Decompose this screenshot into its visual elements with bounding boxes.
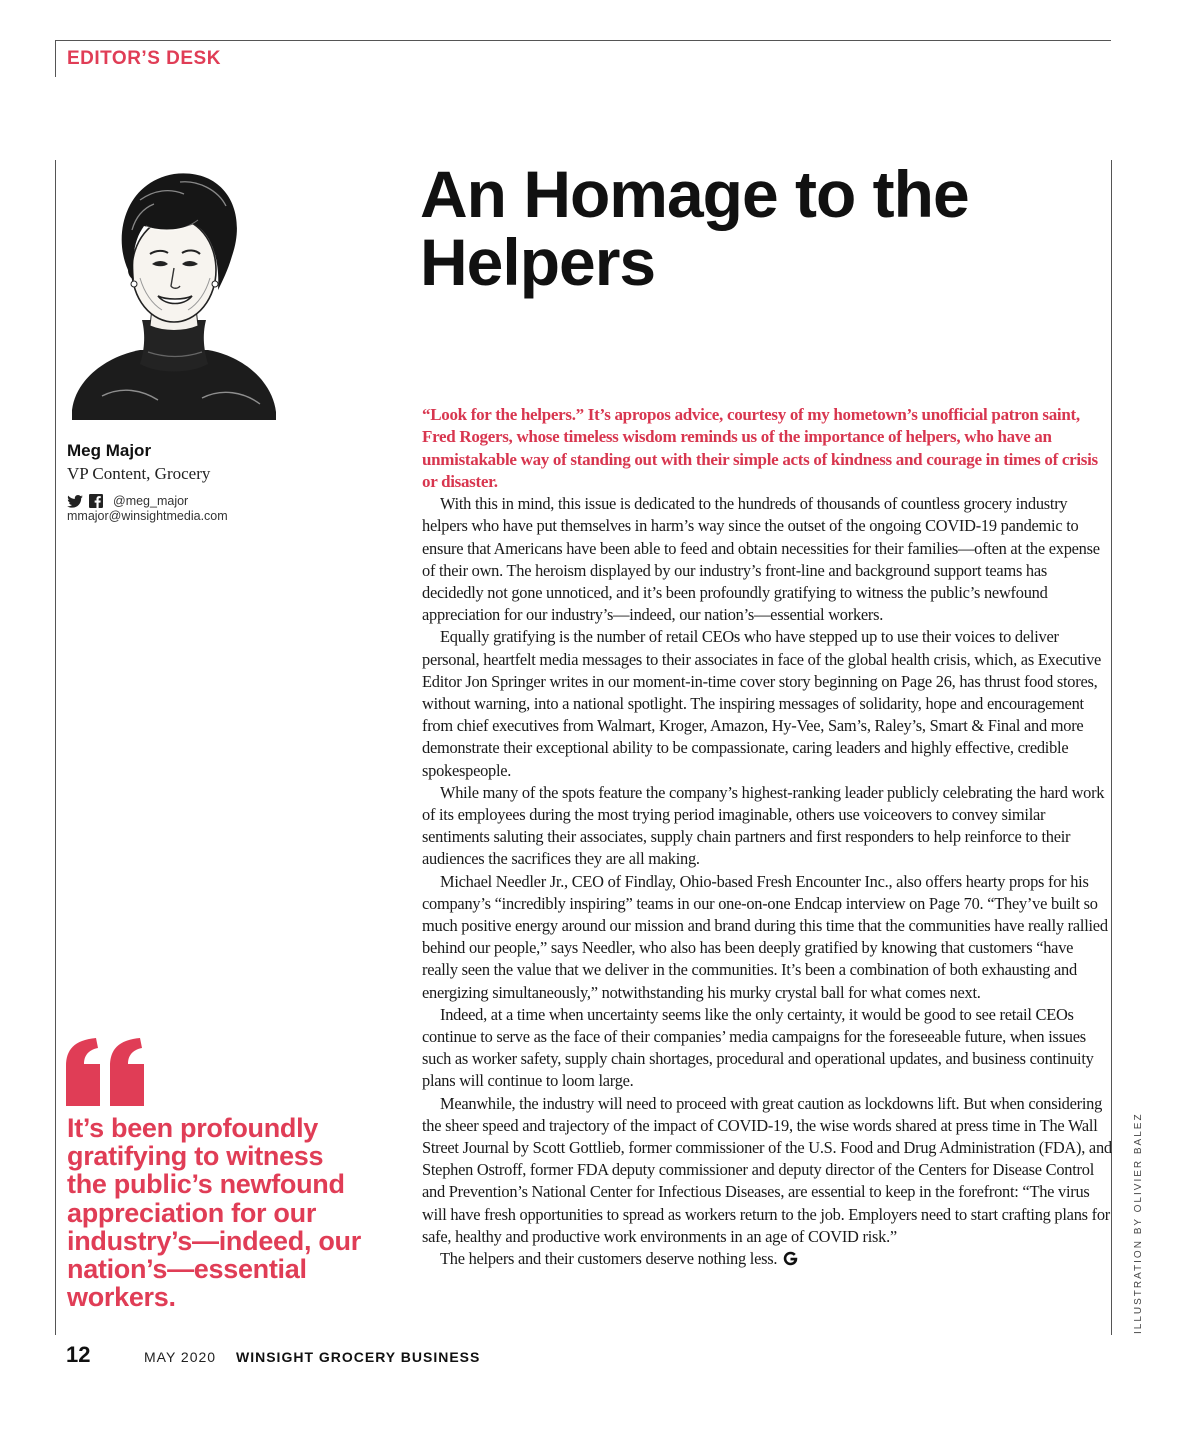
author-portrait <box>62 160 284 432</box>
page-number: 12 <box>66 1342 91 1367</box>
body-paragraph: While many of the spots feature the company’s highest-ranking leader publicly celebrating the hard work of its employees during the most trying period imaginable, others use voiceovers to convey similar sentiments saluting their associates, supply chain partners and first responders to help reinforce to their audiences the sacrifices they are all making. <box>422 782 1105 869</box>
body-paragraph: Indeed, at a time when uncertainty seems like the only certainty, it would be good to see retail CEOs continue to serve as the face of their companies’ media campaigns for the foreseeable future, when issues such as worker safety, supply chain shortages, procedural and operational updates, and business continuity plans will continue to loom large. <box>422 1004 1094 1091</box>
top-rule <box>55 40 1111 41</box>
pull-quote: It’s been profoundly gratifying to witness the public’s newfound appreciation for our industry’s—indeed, our nation’s—essential workers. <box>67 1113 361 1313</box>
section-rule <box>55 41 56 77</box>
twitter-icon[interactable] <box>67 495 83 508</box>
headline: An Homage to the Helpers <box>420 157 969 299</box>
author-handle[interactable]: @meg_major <box>113 494 189 508</box>
body-paragraph: Meanwhile, the industry will need to proceed with great caution as lockdowns lift. But when considering the sheer speed and trajectory of the impact of COVID-19, the wise words shared at press time in The Wall Street Journal by Scott Gottlieb, former commissioner of the U.S. Food and Drug Administration (FDA), and Stephen Ostroff, former FDA deputy commissioner and deputy director of the Centers for Disease Control and Prevention’s National Center for Infectious Diseases, are essential to keep in the forefront: “The virus will have fresh opportunities to spread as workers return to the job. Employers need to start crafting plans for safe, healthy and productive work environments in an age of COVID risk.” <box>422 1093 1112 1246</box>
closing-text: The helpers and their customers deserve nothing less. <box>440 1249 778 1269</box>
facebook-icon[interactable] <box>89 494 103 508</box>
publication-name: WINSIGHT GROCERY BUSINESS <box>236 1349 481 1365</box>
author-title: VP Content, Grocery <box>67 464 211 483</box>
issue-date: MAY 2020 <box>144 1349 217 1365</box>
end-mark-icon <box>783 1251 798 1266</box>
section-label: EDITOR’S DESK <box>67 48 221 69</box>
closing-paragraph <box>422 1248 1112 1270</box>
body-paragraph: With this in mind, this issue is dedicated to the hundreds of thousands of countless grocery industry helpers who have put themselves in harm’s way since the outset of the ongoing COVID-19 pandemic to ensure that Americans have been able to feed and obtain necessities for their families—often at the expense of their own. The heroism displayed by our industry’s front-line and background support teams has decidedly not gone unnoticed, and it’s been profoundly gratifying to witness the public’s newfound appreciation for our industry’s—indeed, our nation’s—essential workers. <box>422 494 1100 625</box>
social-row <box>67 493 188 509</box>
author-name: Meg Major <box>67 441 152 460</box>
quote-marks-icon <box>66 1038 146 1108</box>
body-paragraph: Equally gratifying is the number of retail CEOs who have stepped up to use their voices to deliver personal, heartfelt media messages to their associates in face of the global health crisis, which, as Executive Editor Jon Springer writes in our moment-in-time cover story beginning on Page 26, has thrust food stores, without warning, into a national spotlight. The inspiring messages of solidarity, hope and encouragement from chief executives from Walmart, Kroger, Amazon, Hy-Vee, Sam’s, Raley’s, Smart & Final and more demonstrate their exceptional ability to be compassionate, caring leaders and highly effective, credible spokespeople. <box>422 627 1102 780</box>
illustration-credit: ILLUSTRATION BY OLIVIER BALEZ <box>1133 1112 1144 1334</box>
author-email[interactable]: mmajor@winsightmedia.com <box>67 509 228 523</box>
left-column-rule <box>55 160 56 1335</box>
body-paragraph: Michael Needler Jr., CEO of Findlay, Ohio-based Fresh Encounter Inc., also offers hearty props for his company’s “incredibly inspiring” teams in our one-on-one Endcap interview on Page 70. “They’ve built so much positive energy around our mission and brand during this time that the communities have really rallied behind our people,” says Needler, who also has been deeply gratified by knowing that customers “have really seen the value that we deliver in the communities. It’s been a combination of both exhausting and energizing simultaneously,” notwithstanding his murky crystal ball for what comes next. <box>422 871 1108 1002</box>
lead-paragraph: “Look for the helpers.” It’s apropos advice, courtesy of my hometown’s unofficial patron saint, Fred Rogers, whose timeless wisdom reminds us of the importance of helpers, who have an unmistakable way of standing out with their simple acts of kindness and courage in times of crisis or disaster. <box>422 405 1098 491</box>
article-body <box>422 404 1112 1270</box>
